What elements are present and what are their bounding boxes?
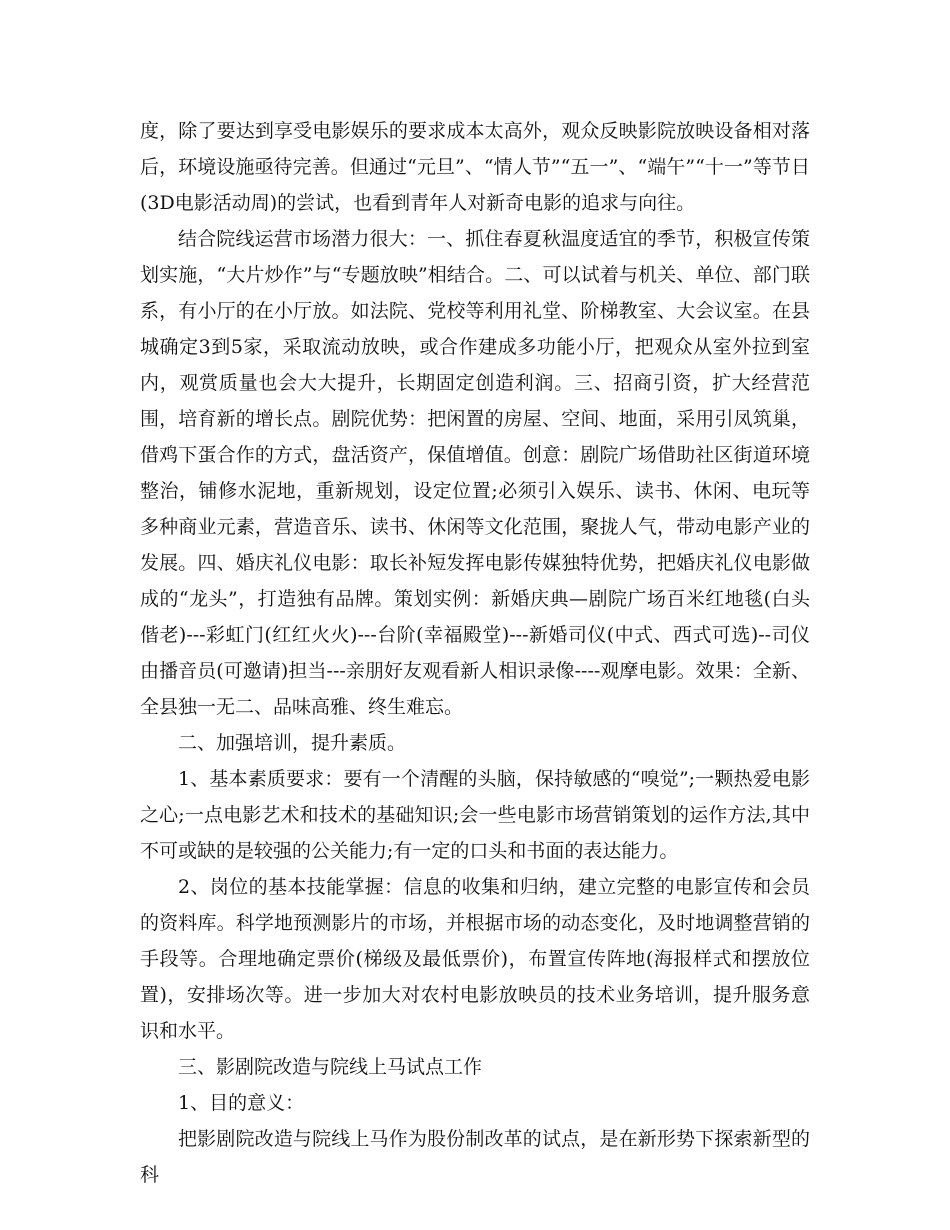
paragraph-job-skills: 2、岗位的基本技能掌握：信息的收集和归纳，建立完整的电影宣传和会员的资料库。科学地预测影片的市场，并根据市场的动态变化，及时地调整营销的手段等。合理地确定票价(梯级及最低票价)，布置宣传阵地(海报样式和摆放位置)，安排场次等。进一步加大对农村电影放映员的技术业务培训，提升服务意识和水平。	[140, 876, 810, 1042]
document-body	[140, 113, 810, 1193]
paragraph-basic-quality: 1、基本素质要求：要有一个清醒的头脑，保持敏感的“嗅觉”;一颗热爱电影之心;一点电影艺术和技术的基础知识;会一些电影市场营销策划的运作方法,其中不可或缺的是较强的公关能力;有一定的口头和书面的表达能力。	[140, 768, 810, 862]
paragraph-market-potential: 结合院线运营市场潜力很大：一、抓住春夏秋温度适宜的季节，积极宣传策划实施，“大片炒作”与“专题放映”相结合。二、可以试着与机关、单位、部门联系，有小厅的在小厅放。如法院、党校等利用礼堂、阶梯教室、大会议室。在县城确定3到5家，采取流动放映，或合作建成多功能小厅，把观众从室外拉到室内，观赏质量也会大大提升，长期固定创造利润。三、招商引资，扩大经营范围，培育新的增长点。剧院优势：把闲置的房屋、空间、地面，采用引凤筑巢，借鸡下蛋合作的方式，盘活资产，保值增值。创意：剧院广场借助社区街道环境整治，铺修水泥地，重新规划，设定位置;必须引入娱乐、读书、休闲、电玩等多种商业元素，营造音乐、读书、休闲等文化范围，聚拢人气，带动电影产业的发展。四、婚庆礼仪电影：取长补短发挥电影传媒独特优势，把婚庆礼仪电影做成的“龙头”，打造独有品牌。策划实例：新婚庆典—剧院广场百米红地毯(白头偕老)---彩虹门(红红火火)---台阶(幸福殿堂)---新婚司仪(中式、西式可选)--司仪由播音员(可邀请)担当---亲朋好友观看新人相识录像----观摩电影。效果：全新、全县独一无二、品味高雅、终生难忘。	[140, 228, 810, 718]
paragraph-continuation: 度，除了要达到享受电影娱乐的要求成本太高外，观众反映影院放映设备相对落后，环境设施亟待完善。但通过“元旦”、“情人节”“五一”、“端午”“十一”等节日(3D电影活动周)的尝试，也看到青年人对新奇电影的追求与向往。	[140, 120, 810, 214]
paragraph-purpose-start: 把影剧院改造与院线上马作为股份制改革的试点，是在新形势下探索新型的科	[140, 1128, 810, 1186]
section-heading-training: 二、加强培训，提升素质。	[178, 732, 407, 754]
subheading-purpose: 1、目的意义：	[178, 1092, 305, 1114]
section-heading-renovation: 三、影剧院改造与院线上马试点工作	[178, 1056, 483, 1078]
